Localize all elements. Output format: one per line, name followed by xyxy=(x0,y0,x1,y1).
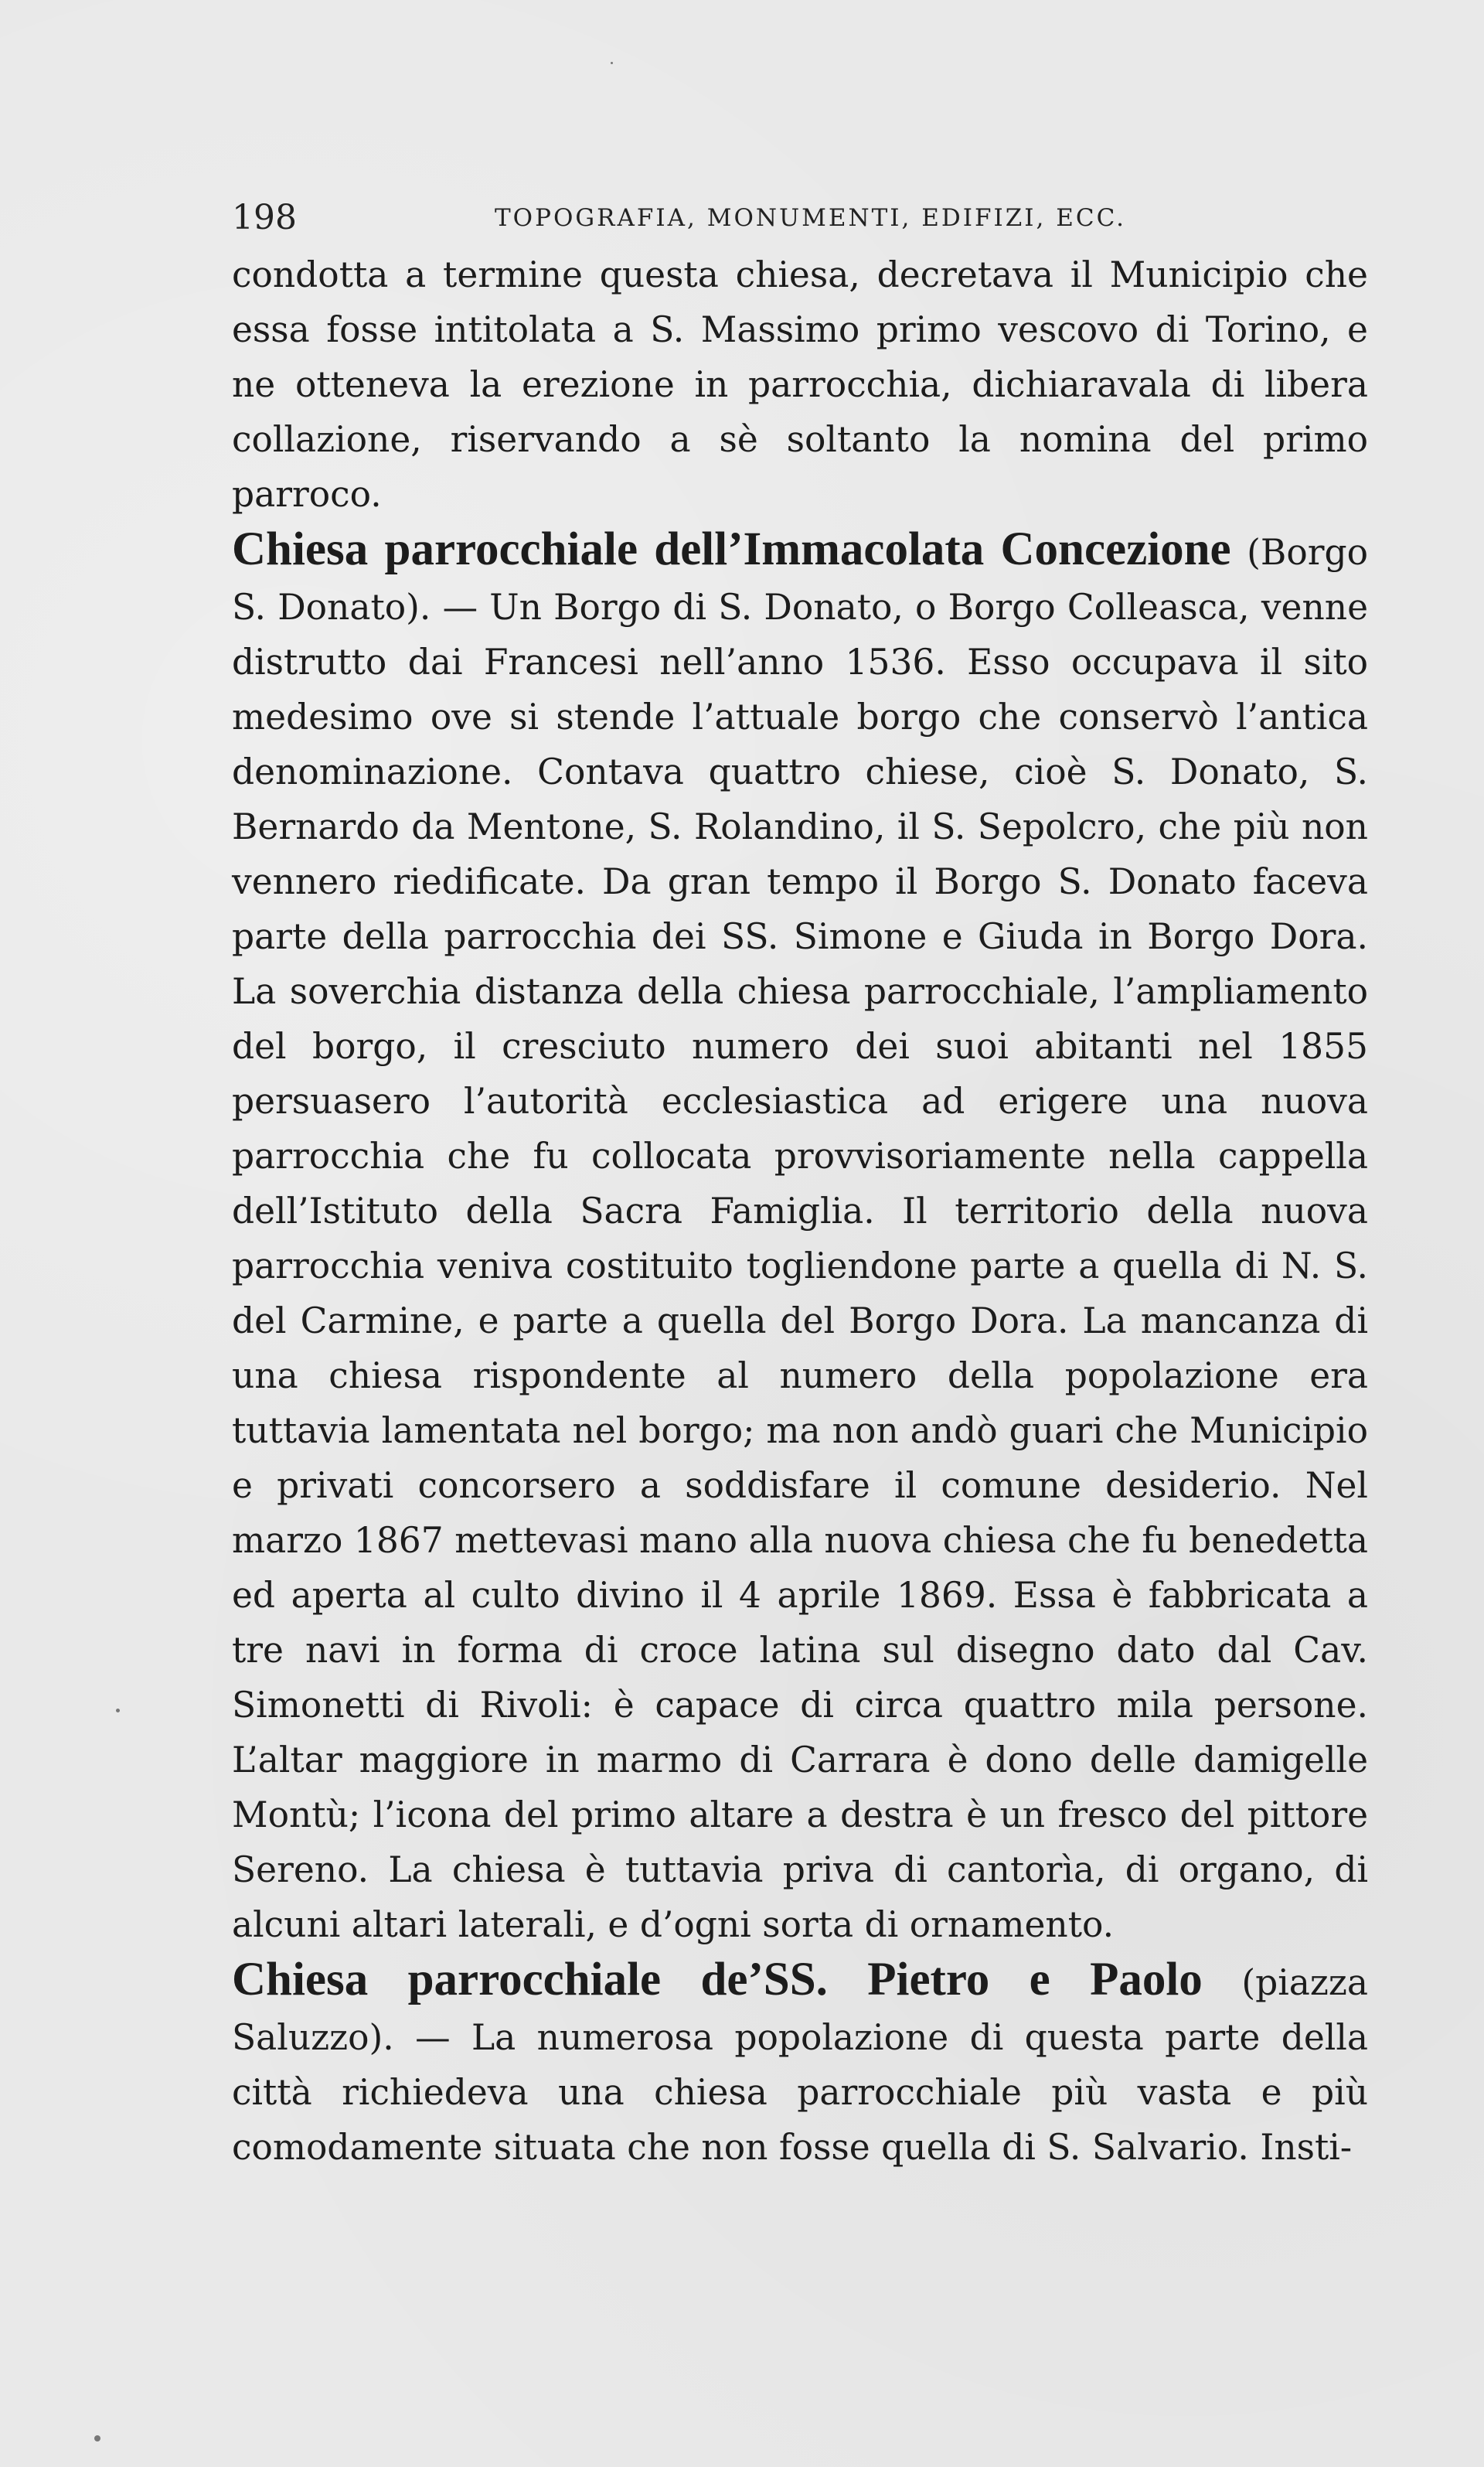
paragraph-intro xyxy=(232,247,1368,522)
running-title: TOPOGRAFIA, MONUMENTI, EDIFIZI, ECC. xyxy=(495,204,1127,232)
paper-speck xyxy=(611,62,613,64)
section-text-pietro-paolo: (piazza Saluzzo). — La numerosa popolazione di questa parte della città richiedeva una chiesa parrocchiale più vasta e più comodamente situata che non fosse quella di S. Salvario. Insti- xyxy=(232,1962,1368,2168)
page-body xyxy=(232,247,1368,2175)
section-pietro-paolo xyxy=(232,1952,1368,2175)
section-heading-pietro-paolo: Chiesa parrocchiale de’SS. Pietro e Paolo xyxy=(232,1954,1203,2005)
paragraph-intro-text: condotta a termine questa chiesa, decretava il Municipio che essa fosse intitolata a S. Massimo primo vescovo di Torino, e ne otteneva la erezione in parrocchia, dichiaravala di libera collazione, riservando a sè soltanto la nomina del primo parroco. xyxy=(232,254,1368,515)
paper-speck xyxy=(116,1709,120,1712)
section-heading-immacolata: Chiesa parrocchiale dell’Immacolata Concezione xyxy=(232,523,1231,575)
paper-speck xyxy=(94,2435,100,2441)
book-page xyxy=(232,193,1368,2175)
running-header xyxy=(232,193,1368,247)
section-immacolata xyxy=(232,522,1368,1952)
section-text-immacolata: (Borgo S. Donato). — Un Borgo di S. Donato, o Borgo Colleasca, venne distrutto dai Francesi nell’anno 1536. Esso occupava il sito medesimo ove si stende l’attuale borgo che conservò l’antica denominazione. Contava quattro chiese, cioè S. Donato, S. Bernardo da Mentone, S. Rolandino, il S. Sepolcro, che più non vennero riedificate. Da gran tempo il Borgo S. Donato faceva parte della parrocchia dei SS. Simone e Giuda in Borgo Dora. La soverchia distanza della chiesa parrocchiale, l’ampliamento del borgo, il cresciuto numero dei suoi abitanti nel 1855 persuasero l’autorità ecclesiastica ad erigere una nuova parrocchia che fu collocata provvisoriamente nella cappella dell’Istituto della Sacra Famiglia. Il territorio della nuova parrocchia veniva costituito togliendone parte a quella di N. S. del Carmine, e parte a quella del Borgo Dora. La mancanza di una chiesa rispondente al numero della popolazione era tuttavia lamentata nel borgo; ma non andò guari che Municipio e privati concorsero a soddisfare il comune desiderio. Nel marzo 1867 mettevasi mano alla nuova chiesa che fu benedetta ed aperta al culto divino il 4 aprile 1869. Essa è fabbricata a tre navi in forma di croce latina sul disegno dato dal Cav. Simonetti di Rivoli: è capace di circa quattro mila persone. L’altar maggiore in marmo di Carrara è dono delle damigelle Montù; l’icona del primo altare a destra è un fresco del pittore Sereno. La chiesa è tuttavia priva di cantorìa, di organo, di alcuni altari laterali, e d’ogni sorta di ornamento. xyxy=(232,532,1368,1945)
page-number: 198 xyxy=(232,198,297,237)
